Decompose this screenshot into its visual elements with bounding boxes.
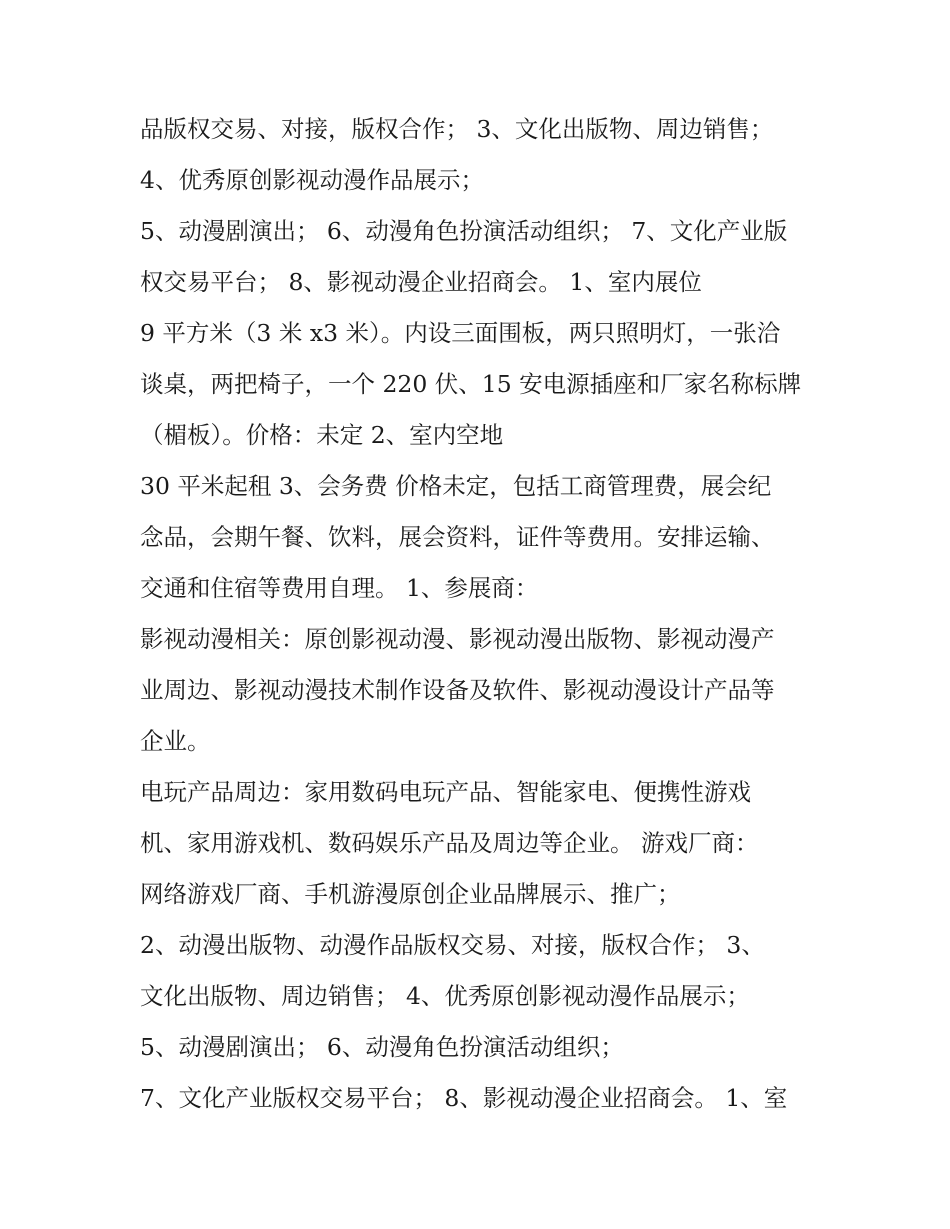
text-line: 7、文化产业版权交易平台； 8、影视动漫企业招商会。 1、室: [140, 1084, 788, 1112]
text-line: （楣板）。价格：未定 2、室内空地: [140, 421, 504, 449]
text-line: 交通和住宿等费用自理。 1、参展商：: [140, 574, 539, 602]
text-line: 9 平方米（3 米 x3 米）。内设三面围板，两只照明灯，一张洽: [140, 319, 781, 347]
text-line: 谈桌，两把椅子，一个 220 伏、15 安电源插座和厂家名称标牌: [140, 370, 802, 398]
text-line: 机、家用游戏机、数码娱乐产品及周边等企业。 游戏厂商：: [140, 829, 759, 857]
text-line: 网络游戏厂商、手机游漫原创企业品牌展示、推广；: [140, 880, 681, 908]
text-line: 念品，会期午餐、饮料，展会资料，证件等费用。安排运输、: [140, 523, 775, 551]
document-body-text: [140, 104, 830, 1124]
text-line: 5、动漫剧演出； 6、动漫角色扮演活动组织； 7、文化产业版: [140, 217, 788, 245]
text-line: 品版权交易、对接，版权合作； 3、文化出版物、周边销售；: [140, 115, 774, 143]
text-line: 电玩产品周边：家用数码电玩产品、智能家电、便携性游戏: [140, 778, 751, 806]
text-line: 权交易平台； 8、影视动漫企业招商会。 1、室内展位: [140, 268, 702, 296]
text-line: 影视动漫相关：原创影视动漫、影视动漫出版物、影视动漫产: [140, 625, 775, 653]
text-line: 企业。: [140, 727, 211, 755]
text-line: 业周边、影视动漫技术制作设备及软件、影视动漫设计产品等: [140, 676, 775, 704]
text-line: 文化出版物、周边销售； 4、优秀原创影视动漫作品展示；: [140, 982, 750, 1010]
text-line: 5、动漫剧演出； 6、动漫角色扮演活动组织；: [140, 1033, 624, 1061]
text-line: 4、优秀原创影视动漫作品展示；: [140, 166, 484, 194]
text-line: 30 平米起租 3、会务费 价格未定，包括工商管理费，展会纪: [140, 472, 772, 500]
text-line: 2、动漫出版物、动漫作品版权交易、对接，版权合作； 3、: [140, 931, 765, 959]
